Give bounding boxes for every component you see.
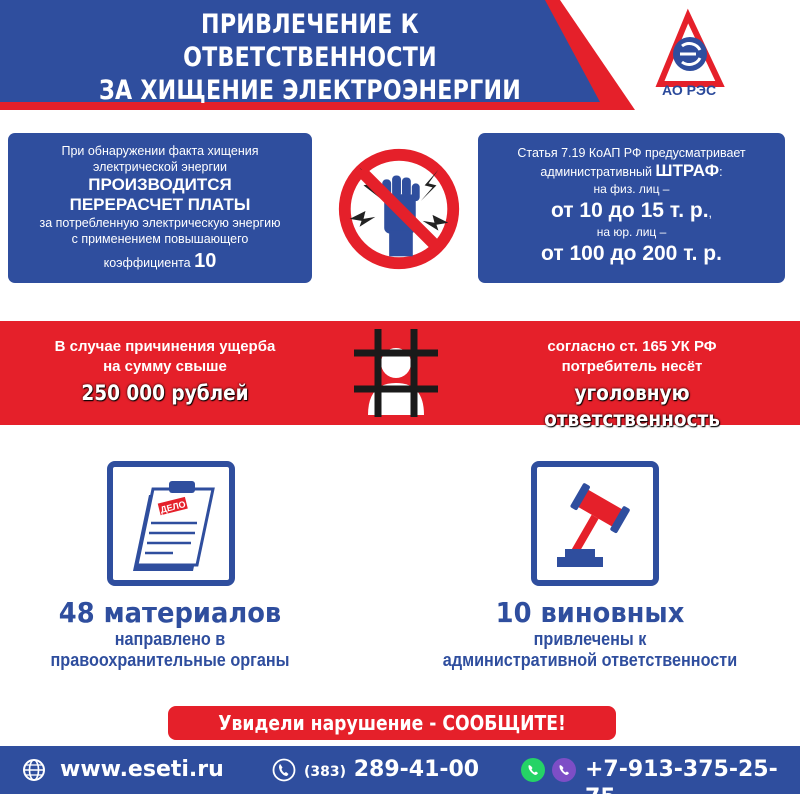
phone-area-code: (383) [304, 764, 347, 780]
prisoner-icon [350, 327, 442, 419]
report-violation-text: Увидели нарушение - СООБЩИТЕ! [218, 711, 566, 735]
no-electricity-theft-icon [330, 140, 468, 278]
viber-icon [551, 757, 577, 783]
materials-line-1: направлено в [114, 629, 226, 649]
criminal-liability-text [478, 337, 786, 432]
whatsapp-icon [520, 757, 546, 783]
culprits-count: 10 виновных [495, 596, 685, 629]
title-line-1: ПРИВЛЕЧЕНИЕ К ОТВЕТСТВЕННОСТИ [183, 9, 437, 73]
damage-line-2: на сумму свыше [103, 358, 227, 375]
right-box-line-1: Статья 7.19 КоАП РФ предусматривает [517, 146, 746, 160]
phone-icon [272, 758, 296, 782]
gavel-frame [531, 461, 659, 586]
mobile-phone: +7-913-375-25-75 [585, 757, 778, 810]
left-box-bold-1: ПРОИЗВОДИТСЯ [88, 175, 232, 194]
materials-count: 48 материалов [58, 596, 282, 629]
logo-text: АО РЭС [661, 82, 717, 98]
left-box-line-2: электрической энергии [92, 160, 228, 174]
coefficient-value: 10 [194, 250, 217, 272]
individuals-fine-comma: , [708, 206, 713, 220]
clipboard-icon [113, 467, 229, 580]
materials-line-2: правоохранительные органы [50, 650, 290, 670]
damage-amount: 250 000 рублей [81, 381, 249, 405]
title-line-2: ЗА ХИЩЕНИЕ ЭЛЕКТРОЭНЕРГИИ [99, 75, 521, 106]
gavel-icon [537, 467, 653, 580]
damage-threshold-text [30, 337, 300, 406]
report-violation-banner [168, 706, 616, 740]
culprits-line-2: административной ответственности [442, 650, 738, 670]
folder-label: ДЕЛО [159, 499, 187, 515]
left-box-line-5: коэффициента [103, 256, 191, 270]
article-line-2: потребитель несёт [561, 358, 703, 375]
legal-entities-label: на юр. лиц – [596, 225, 667, 239]
culprits-line-1: привлечены к [533, 629, 647, 649]
phone-number: 289-41-00 [353, 757, 480, 782]
fine-colon: : [719, 165, 723, 179]
header-title [20, 8, 600, 124]
fine-label: ШТРАФ [655, 161, 720, 180]
culprits-stat [400, 597, 780, 671]
legal-entities-fine: от 100 до 200 т. р. [541, 242, 722, 265]
left-box-line-1: При обнаружении факта хищения [61, 144, 259, 158]
individuals-label: на физ. лиц – [593, 182, 670, 196]
right-box-line-2: административный [540, 165, 652, 179]
left-box-line-4: с применением повышающего [71, 232, 249, 246]
fine-box [478, 133, 785, 283]
globe-icon [22, 758, 46, 782]
recalculation-box [8, 133, 312, 283]
left-box-bold-2: ПЕРЕРАСЧЕТ ПЛАТЫ [69, 195, 251, 214]
individuals-fine: от 10 до 15 т. р. [550, 199, 709, 222]
website-link[interactable]: www.eseti.ru [60, 757, 224, 782]
left-box-line-3: за потребленную электрическую энергию [39, 216, 281, 230]
materials-stat [20, 597, 320, 671]
criminal-liability-label: уголовную ответственность [544, 381, 720, 431]
case-folder-frame [107, 461, 235, 586]
landline-phone [304, 756, 479, 786]
contact-footer [0, 746, 800, 810]
subtitle: (4 месяца 2019 года) [249, 111, 371, 124]
article-line-1: согласно ст. 165 УК РФ [547, 338, 717, 355]
damage-line-1: В случае причинения ущерба [54, 338, 276, 355]
